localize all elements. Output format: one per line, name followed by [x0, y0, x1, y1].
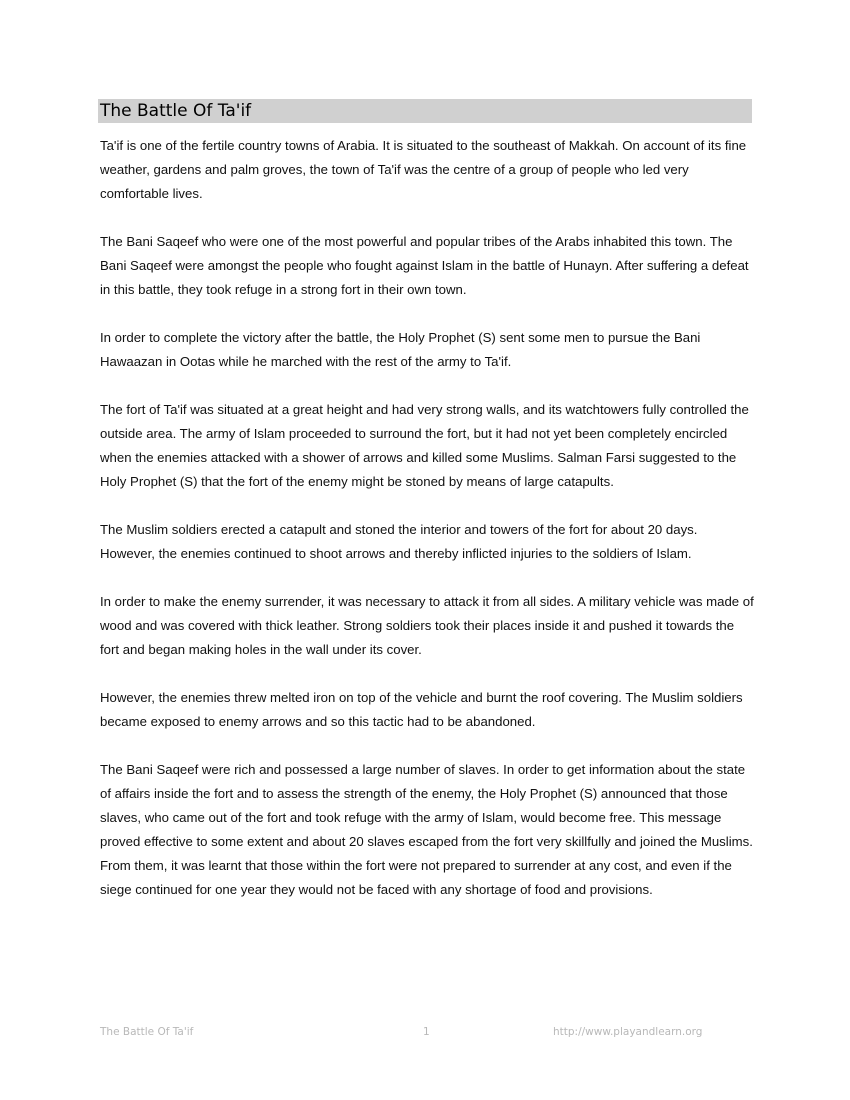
paragraph-3: In order to complete the victory after the battle, the Holy Prophet (S) sent some men to pursue the Bani Hawaazan in Ootas while he marched with the rest of the army to Ta'if.	[100, 330, 701, 369]
paragraph-1: Ta'if is one of the fertile country towns of Arabia. It is situated to the southeast of Makkah. On account of its fine weather, gardens and palm groves, the town of Ta'if was the centre of a group of people who led very comfortable lives.	[100, 138, 747, 201]
footer-page-number: 1	[423, 1026, 430, 1038]
paragraph-5: The Muslim soldiers erected a catapult and stoned the interior and towers of the fort for about 20 days. However, the enemies continued to shoot arrows and thereby inflicted injuries to the soldiers of Islam.	[100, 522, 698, 561]
footer-title: The Battle Of Ta'if	[100, 1026, 194, 1038]
footer-url: http://www.playandlearn.org	[553, 1026, 703, 1038]
page-title: The Battle Of Ta'if	[100, 101, 252, 121]
paragraph-2: The Bani Saqeef who were one of the most powerful and popular tribes of the Arabs inhabited this town. The Bani Saqeef were amongst the people who fought against Islam in the battle of Hunayn. After suffering a defeat in this battle, they took refuge in a strong fort in their own town.	[100, 234, 749, 297]
paragraph-7: However, the enemies threw melted iron on top of the vehicle and burnt the roof covering. The Muslim soldiers became exposed to enemy arrows and so this tactic had to be abandoned.	[100, 690, 743, 729]
paragraph-4: The fort of Ta'if was situated at a great height and had very strong walls, and its watchtowers fully controlled the outside area. The army of Islam proceeded to surround the fort, but it had not yet been completely encircled when the enemies attacked with a shower of arrows and killed some Muslims. Salman Farsi suggested to the Holy Prophet (S) that the fort of the enemy might be stoned by means of large catapults.	[100, 402, 749, 489]
body-text	[100, 134, 755, 926]
title-bar	[98, 99, 752, 123]
paragraph-8: The Bani Saqeef were rich and possessed a large number of slaves. In order to get information about the state of affairs inside the fort and to assess the strength of the enemy, the Holy Prophet (S) announced that those slaves, who came out of the fort and took refuge with the army of Islam, would become free. This message proved effective to some extent and about 20 slaves escaped from the fort very skillfully and joined the Muslims. From them, it was learnt that those within the fort were not prepared to surrender at any cost, and even if the siege continued for one year they would not be faced with any shortage of food and provisions.	[100, 762, 753, 897]
page-footer	[0, 1026, 850, 1042]
paragraph-6: In order to make the enemy surrender, it was necessary to attack it from all sides. A military vehicle was made of wood and was covered with thick leather. Strong soldiers took their places inside it and pushed it towards the fort and began making holes in the wall under its cover.	[100, 594, 754, 657]
